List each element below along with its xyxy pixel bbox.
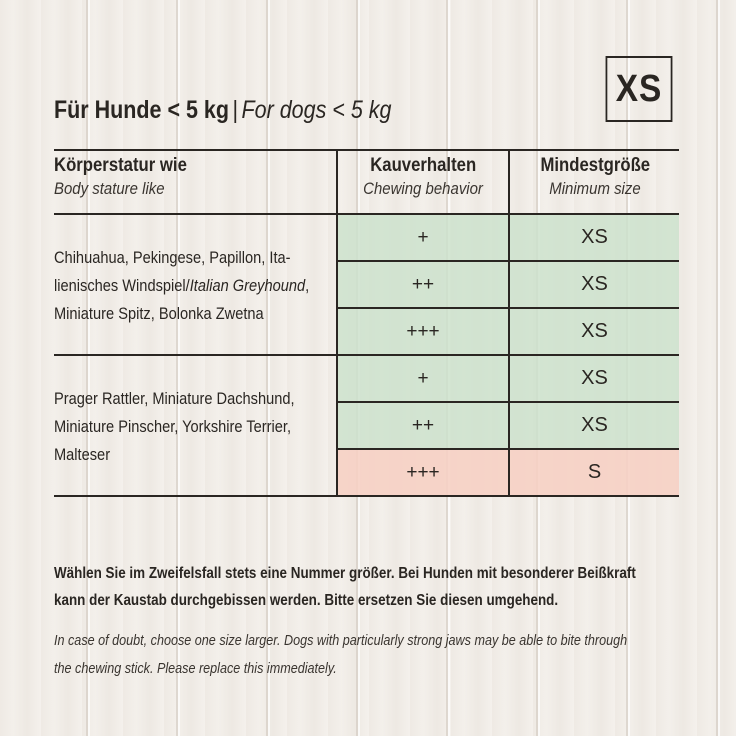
table-bottom-rule: [54, 495, 679, 497]
breed-line-part: ,: [305, 276, 310, 295]
size-cell: XS: [510, 262, 679, 307]
breed-list-group-1: [54, 244, 334, 328]
size-cell: S: [510, 450, 679, 495]
chewing-cell: +++: [338, 450, 508, 495]
header-body-stature-en: Body stature like: [54, 179, 165, 198]
size-cell: XS: [510, 309, 679, 354]
breed-line: [54, 272, 310, 300]
size-badge: XS: [606, 56, 673, 122]
chewing-cell: +: [338, 356, 508, 401]
breed-line: Malteser: [54, 445, 111, 464]
size-cell: XS: [510, 356, 679, 401]
column-divider: [336, 149, 338, 496]
note-english-line: In case of doubt, choose one size larger. Dogs with particularly strong jaws may be able to bite through: [54, 632, 628, 649]
column-divider: [508, 149, 510, 496]
breed-line: Miniature Spitz, Bolonka Zwetna: [54, 304, 264, 323]
page-title: [54, 96, 391, 125]
breed-line: Miniature Pinscher, Yorkshire Terrier,: [54, 417, 292, 436]
header-chewing: [338, 155, 508, 215]
breed-line-part: lienisches Windspiel/: [54, 276, 190, 295]
note-german: [54, 560, 694, 614]
header-body-stature: [54, 155, 334, 215]
size-cell: XS: [510, 403, 679, 448]
header-body-stature-de: Körperstatur wie: [54, 155, 187, 176]
header-min-size: [510, 155, 680, 215]
header-chewing-de: Kauverhalten: [370, 155, 476, 176]
note-english: [54, 627, 714, 683]
chewing-cell: ++: [338, 262, 508, 307]
breed-line: Chihuahua, Pekingese, Papillon, Ita-: [54, 248, 291, 267]
note-german-line: kann der Kaustab durchgebissen werden. Bitte ersetzen Sie diesen umgehend.: [54, 592, 559, 609]
header-min-size-de: Mindestgröße: [540, 155, 650, 176]
table-top-rule: [54, 149, 679, 151]
size-cell: XS: [510, 215, 679, 260]
note-german-line: Wählen Sie im Zweifelsfall stets eine Nummer größer. Bei Hunden mit besonderer Beißkraft: [54, 565, 636, 582]
note-english-line: the chewing stick. Please replace this immediately.: [54, 660, 337, 677]
header-chewing-en: Chewing behavior: [363, 179, 483, 198]
title-english: For dogs < 5 kg: [241, 96, 392, 124]
breed-line: Prager Rattler, Miniature Dachshund,: [54, 389, 295, 408]
header-min-size-en: Minimum size: [549, 179, 641, 198]
title-separator: |: [232, 96, 239, 124]
breed-line-italic: Italian Greyhound: [189, 276, 306, 295]
chewing-cell: +++: [338, 309, 508, 354]
breed-list-group-2: [54, 385, 334, 469]
chewing-cell: ++: [338, 403, 508, 448]
chewing-cell: +: [338, 215, 508, 260]
title-german: Für Hunde < 5 kg: [54, 96, 230, 124]
